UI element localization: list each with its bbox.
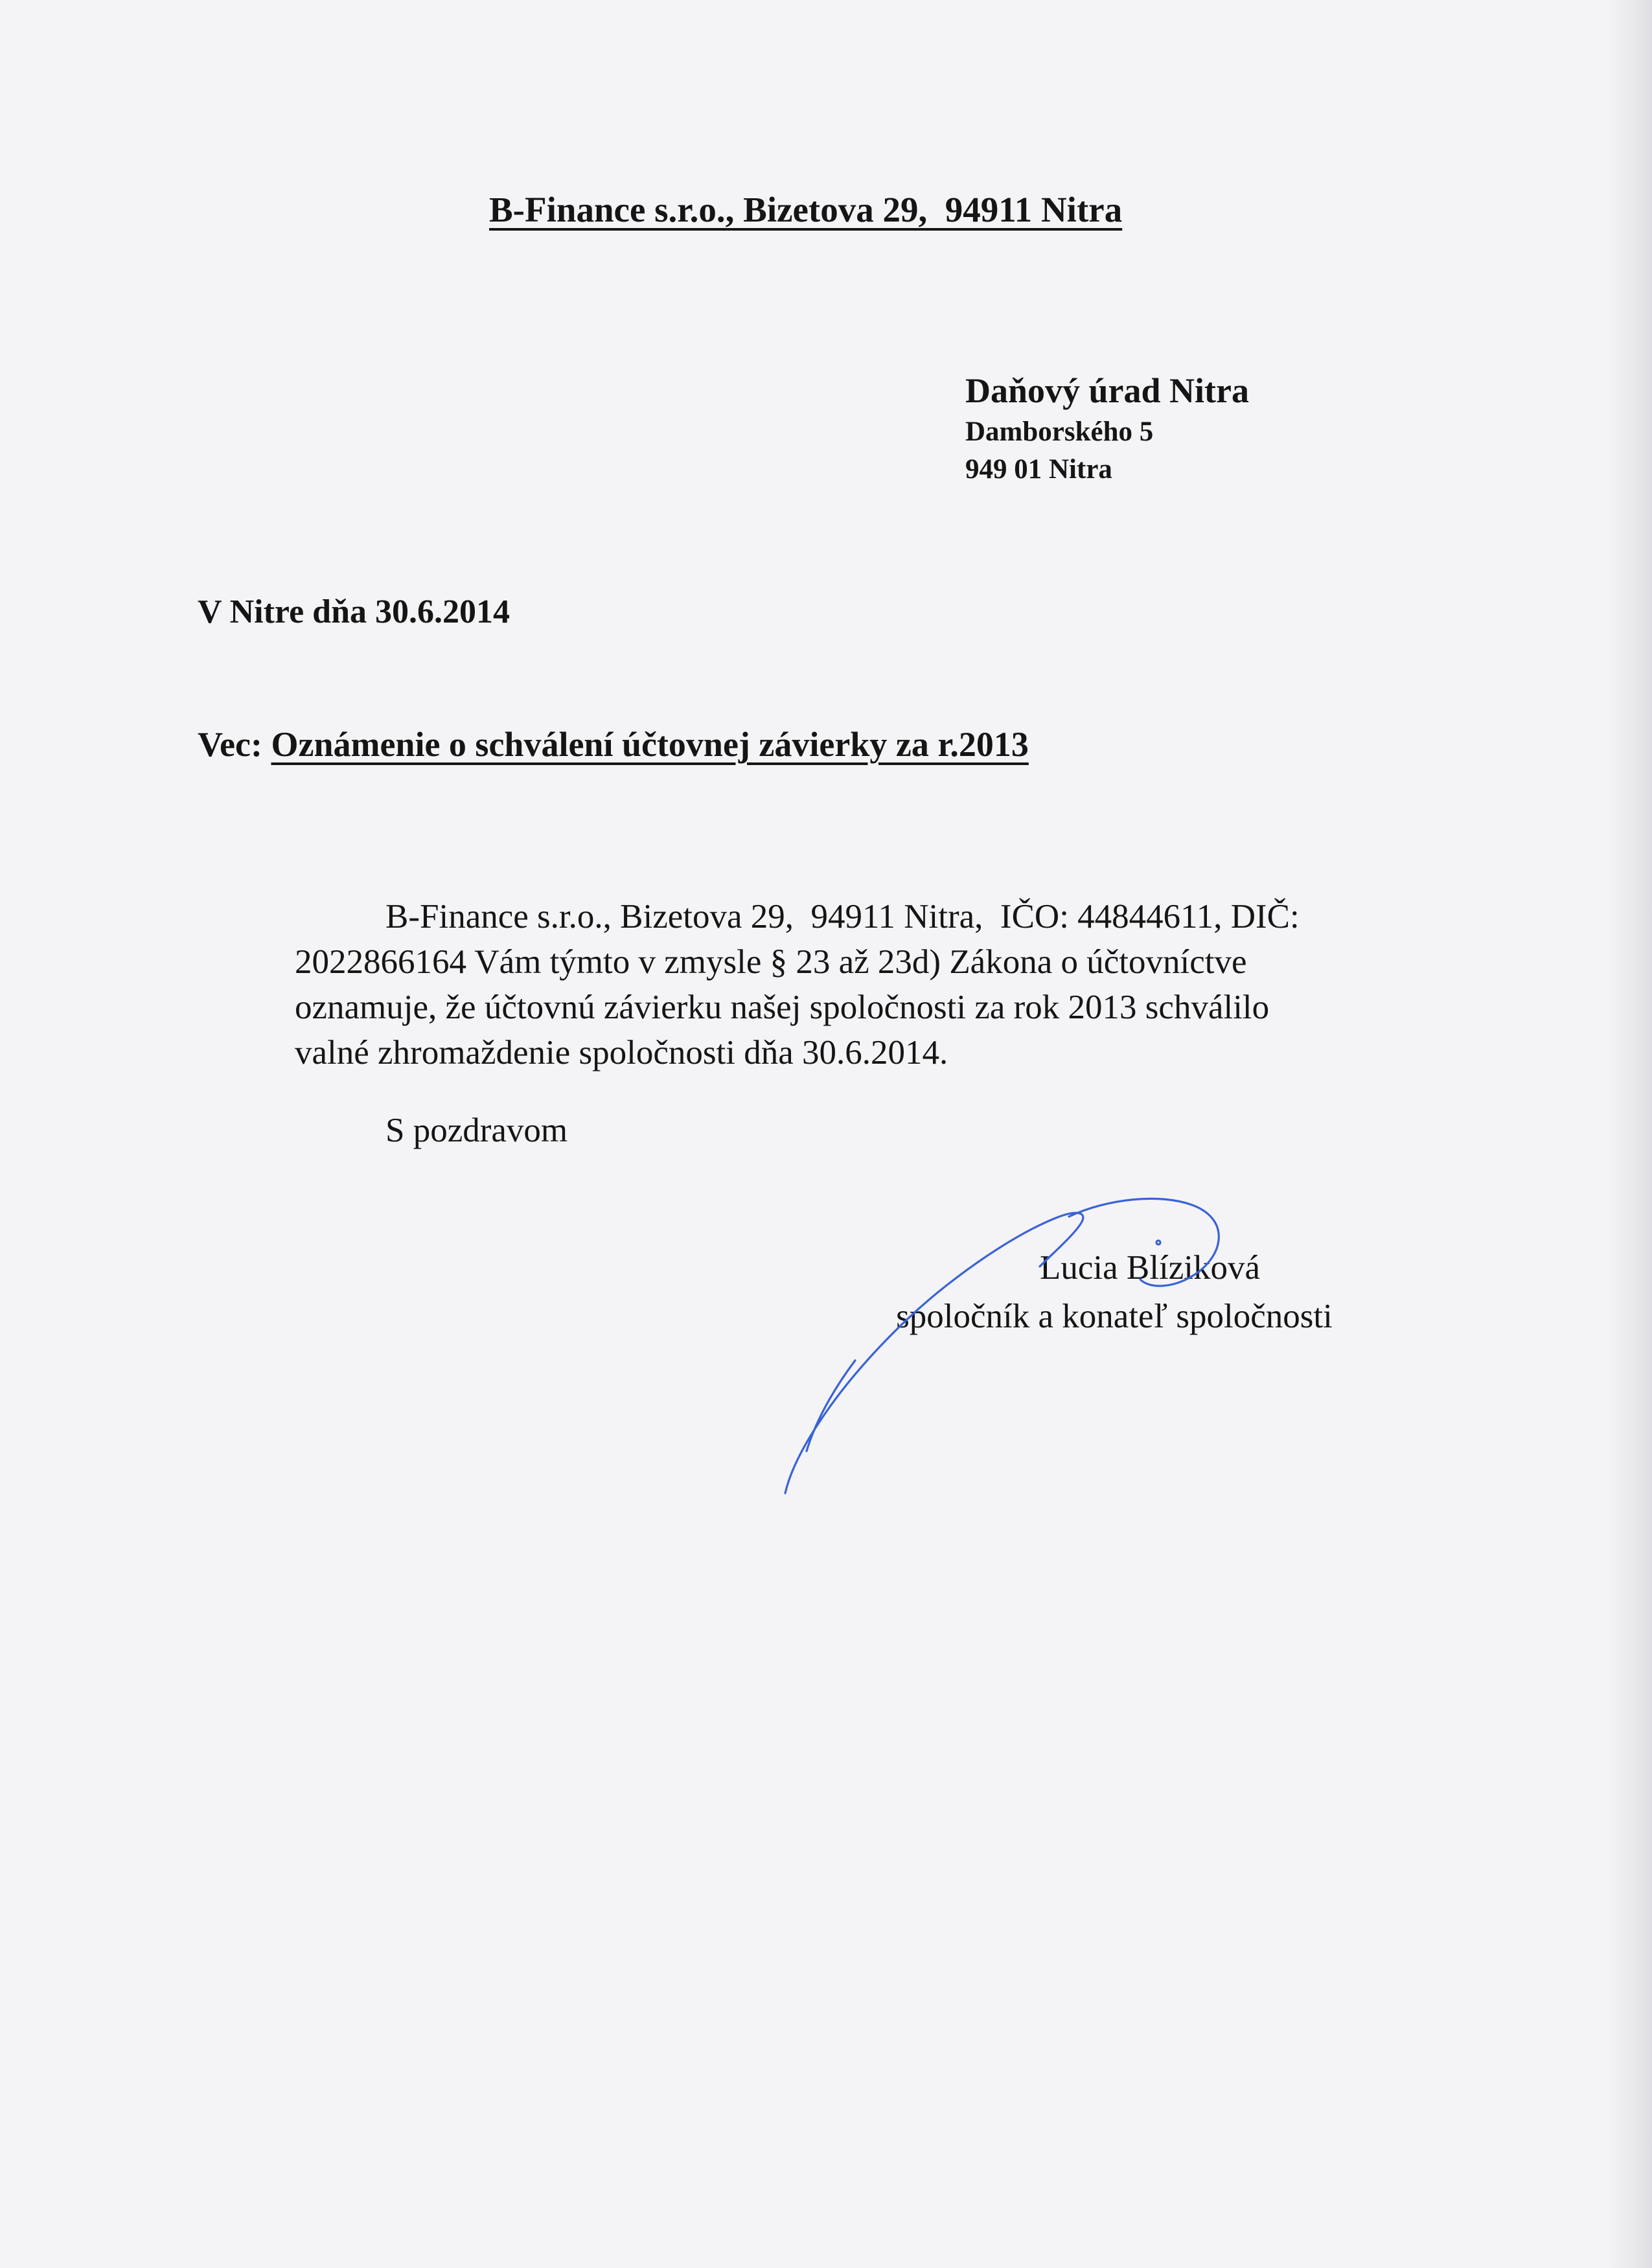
recipient-street: Damborského 5 [965,417,1154,447]
body-paragraph [295,894,1409,1075]
date-line: V Nitre dňa 30.6.2014 [198,593,510,630]
sender-header: B-Finance s.r.o., Bizetova 29, 94911 Nitra [489,190,1123,229]
recipient-address [965,368,1249,488]
subject-text: Oznámenie o schválení účtovnej závierky za r.2013 [271,725,1029,764]
body-line: oznamuje, že účtovnú závierku našej spoločnosti za rok 2013 schválilo [295,989,1270,1026]
subject-line [198,724,1029,764]
body-line: valné zhromaždenie spoločnosti dňa 30.6.2014. [295,1034,948,1071]
greeting: S pozdravom [385,1112,568,1149]
body-line: 2022866164 Vám týmto v zmysle § 23 až 23d) Zákona o účtovníctve [295,943,1247,981]
scan-edge-shadow [1607,0,1652,2268]
handwritten-signature [777,1192,1257,1509]
signer-name: Lucia Blíziková [1040,1249,1260,1287]
recipient-name: Daňový úrad Nitra [965,371,1250,410]
recipient-city: 949 01 Nitra [965,454,1112,485]
signer-title: spoločník a konateľ spoločnosti [896,1298,1333,1335]
subject-label: Vec: [198,725,262,764]
body-line: B-Finance s.r.o., Bizetova 29, 94911 Nitra, IČO: 44844611, DIČ: [385,898,1300,935]
